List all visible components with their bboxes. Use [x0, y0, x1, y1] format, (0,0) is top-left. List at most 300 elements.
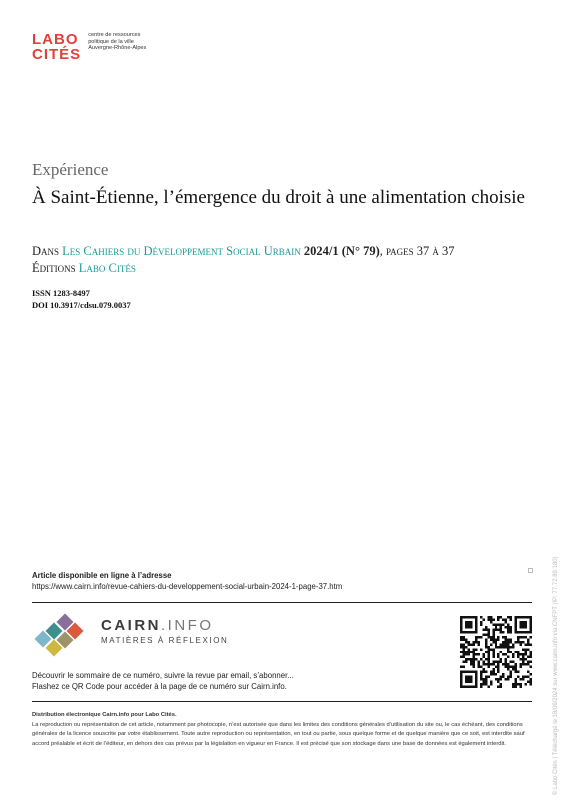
article-kicker: Expérience [32, 160, 109, 179]
article-title: À Saint-Étienne, l’émergence du droit à une alimentation choisie [32, 187, 525, 208]
qr-module [470, 658, 472, 660]
qr-module [492, 623, 494, 625]
qr-module [500, 623, 502, 625]
qr-module [492, 661, 494, 663]
qr-module [480, 621, 482, 623]
qr-module [480, 678, 482, 680]
qr-module [500, 651, 502, 653]
qr-module [502, 618, 504, 620]
qr-module [525, 653, 527, 655]
qr-module [480, 676, 482, 678]
qr-module [522, 653, 524, 655]
qr-module [497, 616, 499, 618]
qr-module [495, 661, 497, 663]
qr-module [510, 628, 512, 630]
qr-module [465, 651, 467, 653]
qr-module [485, 646, 487, 648]
qr-module [485, 651, 487, 653]
qr-module [525, 636, 527, 638]
qr-module [490, 621, 492, 623]
qr-module [515, 631, 532, 633]
divider [32, 701, 532, 702]
qr-module [465, 646, 467, 648]
publisher-line [32, 260, 542, 277]
discover-text [32, 670, 294, 692]
qr-module [477, 636, 479, 638]
qr-module [495, 626, 497, 628]
qr-module [500, 676, 502, 678]
qr-module [505, 618, 507, 620]
qr-module [487, 633, 489, 635]
qr-module [482, 681, 484, 683]
cairn-logo-name [101, 617, 214, 634]
qr-module [497, 618, 499, 620]
qr-module [487, 666, 489, 668]
qr-module [490, 618, 492, 620]
qr-module [520, 686, 522, 688]
qr-module [525, 643, 527, 645]
qr-module [510, 618, 512, 620]
qr-module [510, 651, 512, 653]
qr-module [472, 661, 474, 663]
qr-module [487, 676, 489, 678]
qr-module [505, 641, 507, 643]
journal-link[interactable]: Les Cahiers du Développement Social Urbain [62, 244, 301, 258]
qr-module [482, 663, 484, 665]
qr-module [492, 631, 494, 633]
qr-module [492, 653, 494, 655]
article-meta [32, 243, 542, 277]
qr-module [492, 671, 494, 673]
qr-module [500, 678, 502, 680]
qr-module [500, 626, 502, 628]
qr-module [510, 676, 512, 678]
qr-module [527, 663, 529, 665]
qr-module [462, 656, 464, 658]
qr-module [510, 661, 512, 663]
qr-module [487, 616, 489, 618]
qr-module [490, 616, 492, 618]
qr-module [477, 666, 479, 668]
qr-module [460, 616, 462, 633]
qr-module [492, 628, 494, 630]
qr-module [485, 641, 487, 643]
qr-module [480, 616, 482, 618]
qr-module [530, 673, 532, 675]
qr-module [487, 686, 489, 688]
qr-module [485, 663, 487, 665]
qr-module [490, 638, 492, 640]
qr-module [462, 646, 464, 648]
qr-module [525, 648, 527, 650]
qr-module [510, 641, 512, 643]
qr-module [467, 658, 469, 660]
qr-module [500, 616, 502, 618]
qr-module [487, 656, 489, 658]
qr-module [507, 638, 509, 640]
qr-module [510, 666, 512, 668]
qr-module [500, 643, 502, 645]
qr-module [507, 663, 509, 665]
qr-module [472, 653, 474, 655]
qr-module [480, 636, 482, 638]
qr-module [465, 621, 472, 628]
qr-module [485, 643, 487, 645]
qr-module [482, 671, 484, 673]
qr-module [510, 631, 512, 633]
qr-module [490, 671, 492, 673]
qr-module [485, 676, 487, 678]
qr-module [517, 676, 519, 678]
qr-module [512, 646, 514, 648]
qr-module [500, 686, 502, 688]
qr-module [462, 661, 464, 663]
logo-desc-line: centre de ressources [88, 32, 141, 38]
qr-module [527, 641, 529, 643]
qr-module [482, 618, 484, 620]
qr-module [505, 646, 507, 648]
qr-module [482, 678, 484, 680]
qr-module [490, 648, 492, 650]
qr-module [467, 641, 469, 643]
qr-module [500, 683, 502, 685]
availability-label: Article disponible en ligne à l’adresse [32, 571, 172, 580]
logo-line-1: LABO [32, 31, 79, 48]
qr-module [527, 656, 529, 658]
qr-module [475, 636, 477, 638]
qr-module [520, 643, 522, 645]
qr-module [512, 683, 514, 685]
legal-notice [32, 711, 532, 749]
qr-module [460, 631, 477, 633]
qr-module [520, 653, 522, 655]
qr-module [480, 648, 482, 650]
qr-module [487, 658, 489, 660]
qr-module [485, 678, 487, 680]
qr-module [497, 661, 499, 663]
qr-module [512, 656, 514, 658]
qr-module [497, 646, 499, 648]
qr-module [527, 638, 529, 640]
qr-module [522, 658, 524, 660]
qr-module [462, 651, 464, 653]
qr-module [472, 666, 474, 668]
qr-module [497, 666, 499, 668]
qr-module [520, 666, 522, 668]
qr-module [530, 636, 532, 638]
qr-module [472, 656, 474, 658]
qr-module [475, 616, 477, 633]
qr-module [465, 638, 467, 640]
qr-module [505, 661, 507, 663]
qr-module [462, 648, 464, 650]
qr-module [512, 686, 514, 688]
qr-module [492, 618, 494, 620]
qr-module [492, 633, 494, 635]
qr-module [522, 636, 524, 638]
qr-module [502, 676, 504, 678]
qr-module [502, 643, 504, 645]
qr-module [497, 656, 499, 658]
qr-code-icon[interactable] [460, 616, 532, 688]
qr-module [527, 643, 529, 645]
qr-module [505, 666, 507, 668]
qr-module [497, 638, 499, 640]
qr-module [507, 616, 509, 618]
qr-module [467, 651, 469, 653]
qr-module [530, 678, 532, 680]
qr-module [490, 636, 492, 638]
qr-module [507, 641, 509, 643]
qr-module [475, 653, 477, 655]
logo-desc-line: Auvergne-Rhône-Alpes [88, 45, 147, 52]
qr-module [530, 616, 532, 633]
qr-module [472, 658, 474, 660]
qr-module [482, 628, 484, 630]
qr-module [467, 643, 469, 645]
qr-module [460, 671, 477, 673]
issue-number: 2024/1 (N° 79) [303, 244, 380, 258]
qr-module [507, 676, 509, 678]
qr-module [460, 643, 462, 645]
qr-module [477, 663, 479, 665]
cairn-diamond-logo-icon [32, 613, 96, 657]
qr-module [515, 616, 517, 633]
qr-module [502, 653, 504, 655]
qr-module [472, 651, 474, 653]
qr-module [487, 661, 489, 663]
qr-module [525, 676, 527, 678]
qr-module [497, 663, 499, 665]
qr-module [507, 631, 509, 633]
qr-module [487, 651, 489, 653]
legal-heading: Distribution électronique Cairn.info pour Labo Cités. [32, 712, 177, 718]
qr-module [475, 638, 477, 640]
availability-block [32, 570, 342, 592]
dans-label: Dans [32, 244, 60, 258]
qr-module [527, 671, 529, 673]
qr-module [530, 651, 532, 653]
qr-module [497, 628, 499, 630]
qr-module [492, 638, 494, 640]
publisher-link[interactable]: Labo Cités [78, 261, 136, 275]
qr-module [520, 658, 522, 660]
qr-module [475, 648, 477, 650]
page-range: , pages 37 à 37 [379, 244, 455, 258]
discover-line: Découvrir le sommaire de ce numéro, suivre la revue par email, s’abonner... [32, 671, 294, 680]
qr-module [502, 663, 504, 665]
qr-module [507, 646, 509, 648]
qr-module [495, 673, 497, 675]
qr-module [485, 671, 487, 673]
qr-module [470, 661, 472, 663]
qr-module [522, 663, 524, 665]
qr-module [500, 628, 502, 630]
qr-module [510, 671, 512, 673]
qr-module [495, 678, 497, 680]
qr-module [465, 676, 472, 683]
qr-module [467, 653, 469, 655]
qr-module [465, 658, 467, 660]
qr-module [480, 666, 482, 668]
qr-module [495, 666, 497, 668]
qr-module [507, 656, 509, 658]
qr-module [482, 656, 484, 658]
qr-module [460, 638, 462, 640]
logo-wordmark [32, 32, 81, 62]
qr-module [487, 653, 489, 655]
qr-module [520, 683, 522, 685]
qr-module [505, 678, 507, 680]
qr-module [515, 678, 517, 680]
qr-module [515, 666, 517, 668]
journal-line [32, 243, 542, 260]
qr-module [505, 663, 507, 665]
qr-module [515, 681, 517, 683]
qr-module [515, 668, 517, 670]
qr-module [462, 638, 464, 640]
qr-module [480, 686, 482, 688]
qr-module [472, 641, 474, 643]
qr-module [480, 671, 482, 673]
qr-module [505, 636, 507, 638]
qr-module [472, 663, 474, 665]
small-square-marker [528, 568, 533, 573]
qr-module [530, 643, 532, 645]
qr-module [510, 638, 512, 640]
qr-module [490, 673, 492, 675]
qr-module [485, 638, 487, 640]
qr-module [530, 666, 532, 668]
qr-module [495, 623, 497, 625]
qr-module [530, 683, 532, 685]
article-url-link[interactable]: https://www.cairn.info/revue-cahiers-du-developpement-social-urbain-2024-1-page-37.htm [32, 582, 343, 591]
qr-module [492, 651, 494, 653]
qr-module [517, 656, 519, 658]
qr-module [470, 651, 472, 653]
qr-module [517, 638, 519, 640]
qr-module [507, 651, 509, 653]
qr-module [502, 646, 504, 648]
logo-description [88, 32, 146, 52]
qr-module [480, 623, 482, 625]
qr-module [505, 658, 507, 660]
qr-module [475, 671, 477, 688]
logo-line-2: CITÉS [32, 46, 82, 63]
qr-module [482, 668, 484, 670]
qr-module [465, 653, 467, 655]
qr-module [497, 671, 499, 673]
qr-module [507, 648, 509, 650]
qr-module [485, 658, 487, 660]
qr-module [530, 656, 532, 658]
qr-module [515, 663, 517, 665]
qr-module [502, 636, 504, 638]
qr-module [522, 661, 524, 663]
qr-module [512, 666, 514, 668]
qr-module [525, 683, 527, 685]
qr-module [477, 653, 479, 655]
qr-module [525, 663, 527, 665]
qr-module [507, 678, 509, 680]
qr-module [495, 641, 497, 643]
qr-module [497, 678, 499, 680]
qr-module [522, 656, 524, 658]
qr-module [490, 683, 492, 685]
issn: ISSN 1283-8497 [32, 288, 90, 298]
qr-module [515, 651, 517, 653]
cairn-name-light: .INFO [161, 617, 214, 634]
qr-module [510, 673, 512, 675]
qr-module [465, 641, 467, 643]
qr-module [492, 668, 494, 670]
qr-module [505, 643, 507, 645]
qr-module [505, 653, 507, 655]
qr-module [500, 661, 502, 663]
qr-module [502, 623, 504, 625]
qr-module [515, 641, 517, 643]
qr-module [485, 626, 487, 628]
download-watermark: © Labo Cités | Téléchargé le 18/06/2024 sur www.cairn.info via CNFPT (IP: 77.72.89.180) [553, 556, 559, 795]
qr-module [460, 671, 462, 688]
labo-cites-logo [32, 32, 146, 62]
qr-module [485, 683, 487, 685]
qr-module [512, 643, 514, 645]
qr-module [510, 646, 512, 648]
qr-module [462, 643, 464, 645]
qr-module [460, 616, 477, 618]
qr-module [495, 646, 497, 648]
qr-module [502, 631, 504, 633]
qr-module [517, 641, 519, 643]
qr-module [512, 668, 514, 670]
qr-module [462, 653, 464, 655]
qr-module [462, 636, 464, 638]
qr-module [487, 663, 489, 665]
editions-label: Éditions [32, 261, 76, 275]
qr-module [475, 658, 477, 660]
qr-module [485, 681, 487, 683]
qr-module [487, 646, 489, 648]
qr-module [530, 681, 532, 683]
qr-module [507, 623, 509, 625]
qr-module [530, 661, 532, 663]
qr-module [520, 678, 522, 680]
qr-module [525, 658, 527, 660]
qr-module [520, 663, 522, 665]
qr-module [487, 648, 489, 650]
qr-module [492, 641, 494, 643]
qr-module [507, 628, 509, 630]
qr-module [460, 686, 477, 688]
qr-module [472, 643, 474, 645]
qr-module [512, 653, 514, 655]
qr-module [495, 628, 497, 630]
qr-module [517, 651, 519, 653]
qr-module [487, 628, 489, 630]
qr-module [527, 648, 529, 650]
qr-module [510, 616, 512, 618]
qr-module [507, 643, 509, 645]
qr-module [480, 658, 482, 660]
qr-module [497, 653, 499, 655]
cairn-tagline: MATIÈRES À RÉFLEXION [101, 636, 229, 645]
qr-module [492, 648, 494, 650]
qr-module [527, 676, 529, 678]
divider [32, 602, 532, 603]
qr-module [487, 636, 489, 638]
qr-module [460, 646, 462, 648]
